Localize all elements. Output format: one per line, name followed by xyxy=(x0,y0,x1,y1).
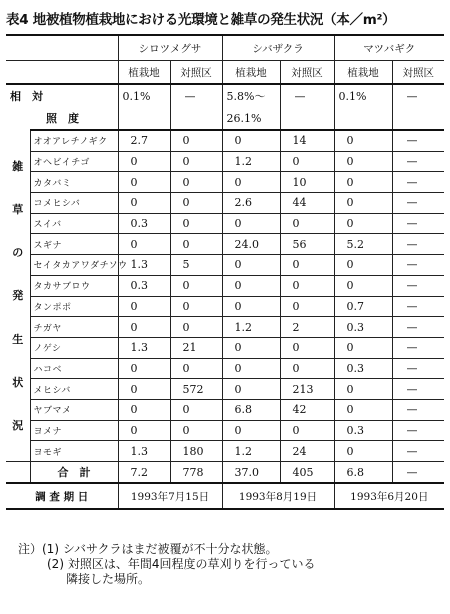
category-char: 発 xyxy=(12,289,24,303)
weed-count: 0 xyxy=(222,358,280,379)
note-2: (2) 対照区は、年間4回程度の草刈りを行っている xyxy=(47,557,316,571)
corner-cell xyxy=(6,35,118,61)
survey-date: 1993年6月20日 xyxy=(334,483,444,509)
weed-count: — xyxy=(392,317,444,338)
weed-count: 0 xyxy=(118,234,170,255)
weed-count: — xyxy=(392,213,444,234)
weed-count: 0 xyxy=(334,213,392,234)
weed-count: 0 xyxy=(170,275,222,296)
light-value: 0.1% xyxy=(118,84,170,107)
weed-count: 14 xyxy=(280,130,334,151)
weed-count: 6.8 xyxy=(222,399,280,420)
weed-count: 1.2 xyxy=(222,441,280,462)
weed-count: 0 xyxy=(170,399,222,420)
table-row xyxy=(6,399,444,420)
weed-count: 0 xyxy=(280,358,334,379)
weed-count: 0.3 xyxy=(334,358,392,379)
weed-count: 0 xyxy=(222,172,280,193)
date-label: 調 査 期 日 xyxy=(6,483,118,509)
category-char: 生 xyxy=(12,332,24,346)
weed-count: 0 xyxy=(280,337,334,358)
table-row xyxy=(6,275,444,296)
total-value: 778 xyxy=(170,462,222,484)
weed-name: ヤブマメ xyxy=(30,399,118,420)
weed-count: 1.2 xyxy=(222,317,280,338)
weed-count: 0 xyxy=(334,193,392,214)
weed-count: 2 xyxy=(280,317,334,338)
weed-count: 0 xyxy=(170,130,222,151)
weed-count: 0 xyxy=(280,275,334,296)
table-row xyxy=(6,234,444,255)
category-char: 草 xyxy=(12,202,24,216)
weed-count: — xyxy=(392,255,444,276)
weed-count: 0 xyxy=(170,172,222,193)
weed-name: セイタカアワダチソウ xyxy=(30,255,118,276)
light-value: — xyxy=(170,84,222,107)
weed-count: — xyxy=(392,151,444,172)
weed-count: 0 xyxy=(118,317,170,338)
weed-name: チガヤ xyxy=(30,317,118,338)
weed-name: ヨメナ xyxy=(30,420,118,441)
weed-count: 1.2 xyxy=(222,151,280,172)
weed-count: 0 xyxy=(118,420,170,441)
weed-count: 0 xyxy=(334,399,392,420)
note-3: 隣接した場所。 xyxy=(66,572,151,586)
weed-count: 0 xyxy=(222,296,280,317)
table-row xyxy=(6,420,444,441)
weed-count: 0 xyxy=(334,379,392,400)
weed-count: 0 xyxy=(118,172,170,193)
survey-date: 1993年7月15日 xyxy=(118,483,222,509)
weed-count: — xyxy=(392,337,444,358)
weed-name: タカサブロウ xyxy=(30,275,118,296)
weed-count: 0 xyxy=(118,151,170,172)
weed-name: オオアレチノギク xyxy=(30,130,118,151)
light-value: 5.8%～ xyxy=(222,84,280,107)
corner-cell xyxy=(6,61,118,85)
table-row xyxy=(6,213,444,234)
weed-count: 0 xyxy=(118,358,170,379)
light-value xyxy=(170,107,222,130)
weed-count: 24 xyxy=(280,441,334,462)
weed-count: 0 xyxy=(334,275,392,296)
weed-count: — xyxy=(392,234,444,255)
weed-count: 0 xyxy=(280,420,334,441)
table-row xyxy=(6,379,444,400)
weed-name: スギナ xyxy=(30,234,118,255)
table-row xyxy=(6,441,444,462)
weed-count: 0 xyxy=(170,358,222,379)
total-value: 6.8 xyxy=(334,462,392,484)
weed-count: 0 xyxy=(118,193,170,214)
weed-count: — xyxy=(392,275,444,296)
weed-count: 5 xyxy=(170,255,222,276)
weed-name: オヘビイチゴ xyxy=(30,151,118,172)
weed-count: 44 xyxy=(280,193,334,214)
category-char: 雑 xyxy=(12,159,24,173)
total-value: — xyxy=(392,462,444,484)
total-value: 37.0 xyxy=(222,462,280,484)
planted-header: 植栽地 xyxy=(222,61,280,85)
weed-count: 0 xyxy=(334,130,392,151)
weed-count: 56 xyxy=(280,234,334,255)
weed-count: 1.3 xyxy=(118,255,170,276)
weed-count: — xyxy=(392,130,444,151)
table-row xyxy=(6,172,444,193)
planted-header: 植栽地 xyxy=(334,61,392,85)
control-header: 対照区 xyxy=(392,61,444,85)
light-value xyxy=(280,107,334,130)
weed-count: 0 xyxy=(118,379,170,400)
category-char: 状 xyxy=(12,376,24,390)
weed-count: 0 xyxy=(118,296,170,317)
weed-count: 0 xyxy=(334,151,392,172)
weed-count: 0 xyxy=(222,420,280,441)
weed-count: 0 xyxy=(280,296,334,317)
weed-count: 0.3 xyxy=(334,317,392,338)
weed-count: — xyxy=(392,193,444,214)
control-header: 対照区 xyxy=(280,61,334,85)
weed-count: 0 xyxy=(334,172,392,193)
plant-header: マツバギク xyxy=(334,35,444,61)
weed-count: 0 xyxy=(170,420,222,441)
category-label xyxy=(6,130,30,462)
light-label: 照 度 xyxy=(46,112,79,125)
weed-count: — xyxy=(392,379,444,400)
weed-name: メヒシバ xyxy=(30,379,118,400)
weed-count: 0.7 xyxy=(334,296,392,317)
weed-count: 0 xyxy=(222,337,280,358)
light-value: — xyxy=(280,84,334,107)
weed-count: 180 xyxy=(170,441,222,462)
table-row xyxy=(6,151,444,172)
weed-name: カタバミ xyxy=(30,172,118,193)
table-row xyxy=(6,296,444,317)
weed-count: 0.3 xyxy=(118,213,170,234)
weed-name: スイバ xyxy=(30,213,118,234)
weed-count: — xyxy=(392,358,444,379)
table-row xyxy=(6,337,444,358)
weed-count: 0 xyxy=(170,213,222,234)
weed-name: ハコベ xyxy=(30,358,118,379)
weed-count: — xyxy=(392,441,444,462)
weed-count: 0 xyxy=(334,441,392,462)
category-char: 況 xyxy=(12,419,24,433)
category-char: の xyxy=(12,246,24,260)
weed-count: 0 xyxy=(334,337,392,358)
light-label: 相 対 xyxy=(6,84,118,107)
table-row xyxy=(6,358,444,379)
light-value: — xyxy=(392,84,444,107)
weed-count: 572 xyxy=(170,379,222,400)
footnotes xyxy=(18,542,315,587)
weed-count: 0.3 xyxy=(334,420,392,441)
total-label: 合 計 xyxy=(30,462,118,484)
weed-count: — xyxy=(392,296,444,317)
weed-count: 10 xyxy=(280,172,334,193)
weed-count: 24.0 xyxy=(222,234,280,255)
corner-cell xyxy=(6,462,30,484)
weed-count: 0 xyxy=(170,317,222,338)
weed-count: 1.3 xyxy=(118,441,170,462)
light-value: 0.1% xyxy=(334,84,392,107)
weed-count: 2.6 xyxy=(222,193,280,214)
weed-count: 0 xyxy=(170,234,222,255)
weed-count: — xyxy=(392,420,444,441)
weed-name: コメヒシバ xyxy=(30,193,118,214)
light-value xyxy=(334,107,392,130)
plant-header: シバザクラ xyxy=(222,35,334,61)
weed-name: タンポポ xyxy=(30,296,118,317)
weed-count: — xyxy=(392,172,444,193)
weed-count: 42 xyxy=(280,399,334,420)
weed-name: ヨモギ xyxy=(30,441,118,462)
weed-count: 0 xyxy=(222,275,280,296)
weed-name: ノゲシ xyxy=(30,337,118,358)
light-value xyxy=(392,107,444,130)
weed-count: 0 xyxy=(170,151,222,172)
total-value: 7.2 xyxy=(118,462,170,484)
weed-occurrence-table xyxy=(6,34,444,510)
weed-count: 0 xyxy=(222,213,280,234)
weed-count: 0.3 xyxy=(118,275,170,296)
light-value xyxy=(118,107,170,130)
weed-count: 0 xyxy=(222,130,280,151)
weed-count: 0 xyxy=(280,255,334,276)
light-value: 26.1% xyxy=(222,107,280,130)
weed-count: 1.3 xyxy=(118,337,170,358)
table-row xyxy=(6,193,444,214)
note-1: 注）(1) シバサクラはまだ被覆が不十分な状態。 xyxy=(18,542,278,556)
table-row xyxy=(6,317,444,338)
weed-count: 0 xyxy=(222,255,280,276)
weed-count: 213 xyxy=(280,379,334,400)
weed-count: 0 xyxy=(170,296,222,317)
weed-count: 0 xyxy=(280,213,334,234)
weed-count: 0 xyxy=(334,255,392,276)
control-header: 対照区 xyxy=(170,61,222,85)
table-row xyxy=(6,255,444,276)
weed-count: 0 xyxy=(280,151,334,172)
planted-header: 植栽地 xyxy=(118,61,170,85)
table-title: 表4 地被植物植栽地における光環境と雑草の発生状況（本／m²） xyxy=(6,12,396,28)
weed-count: 0 xyxy=(170,193,222,214)
weed-count: 21 xyxy=(170,337,222,358)
weed-count: 5.2 xyxy=(334,234,392,255)
weed-count: 0 xyxy=(118,399,170,420)
weed-count: — xyxy=(392,399,444,420)
survey-date: 1993年8月19日 xyxy=(222,483,334,509)
plant-header: シロツメグサ xyxy=(118,35,222,61)
weed-count: 0 xyxy=(222,379,280,400)
total-value: 405 xyxy=(280,462,334,484)
weed-count: 2.7 xyxy=(118,130,170,151)
table-row xyxy=(6,130,444,151)
